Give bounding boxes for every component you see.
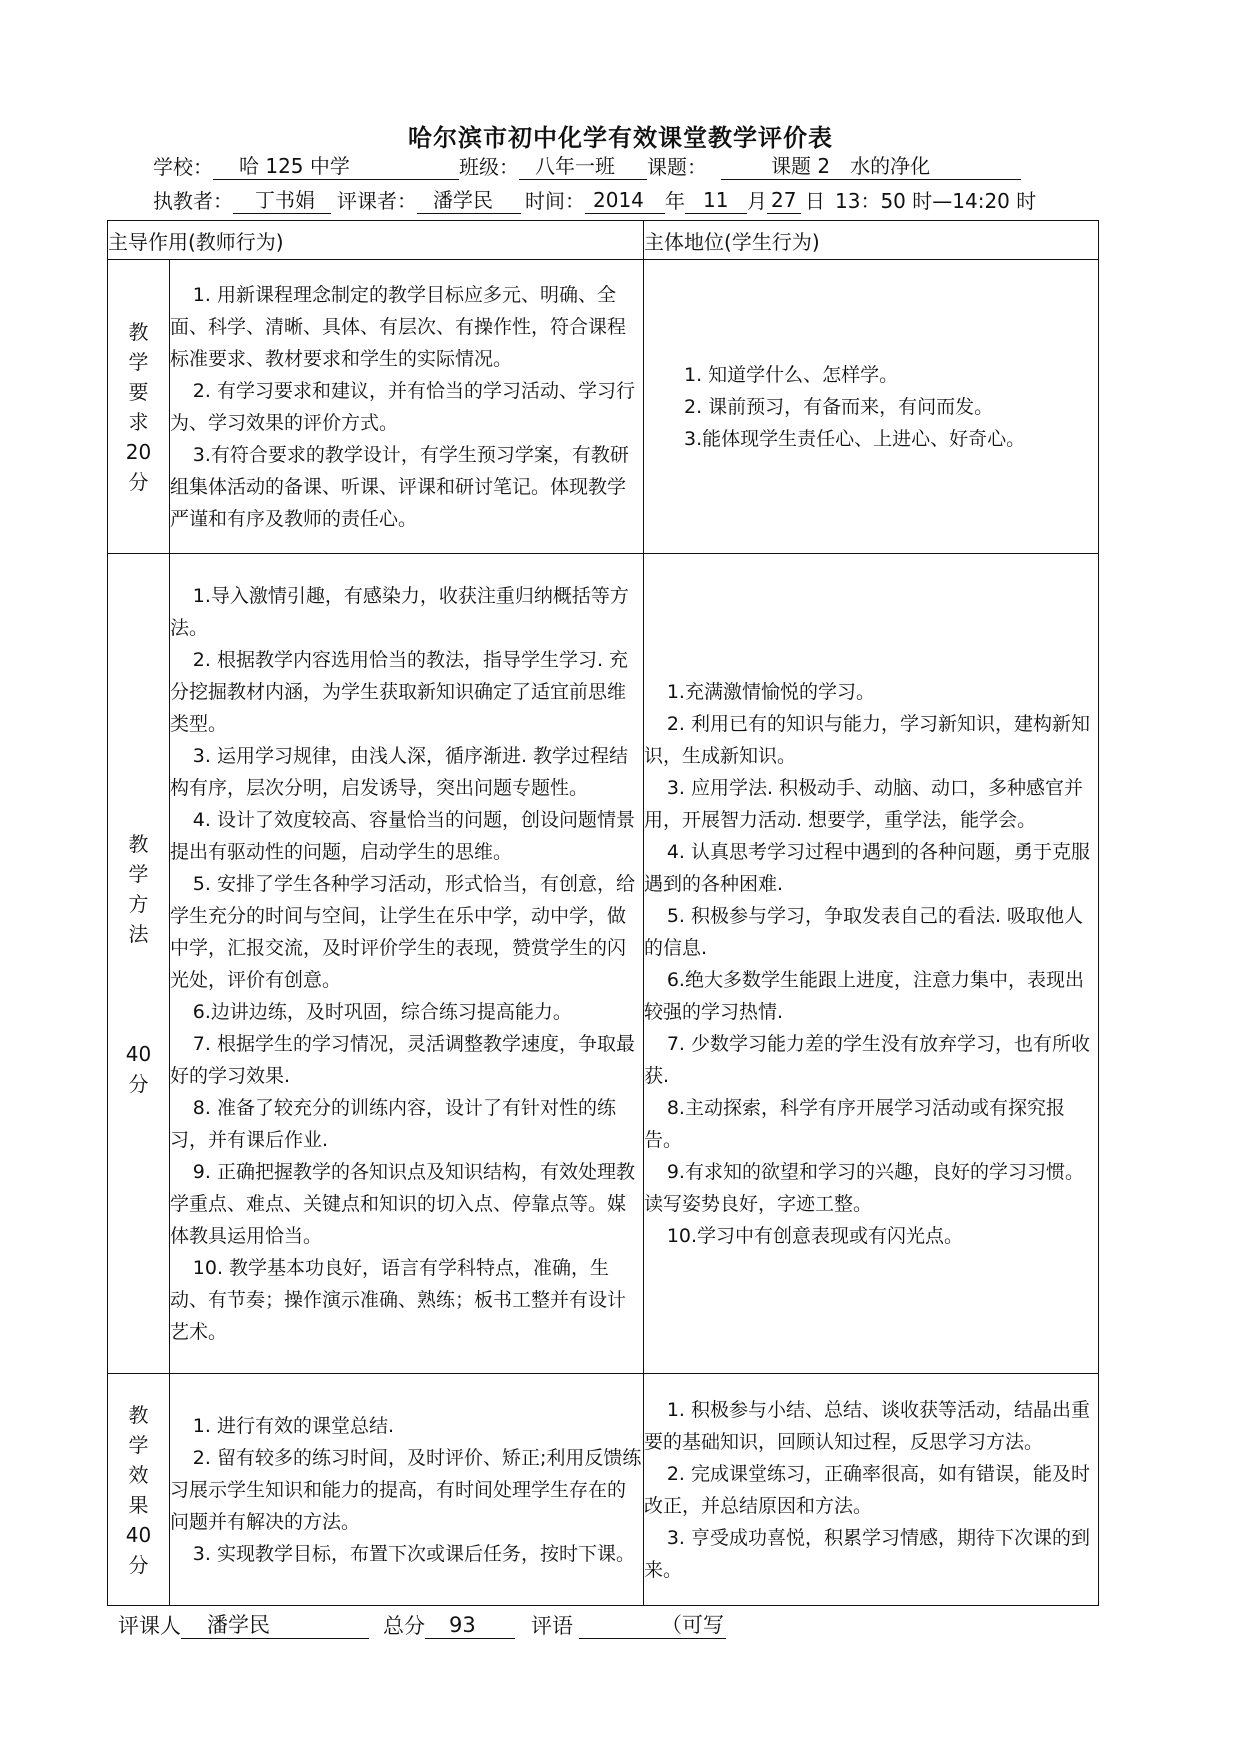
criteria-item: 1. 进行有效的课堂总结.	[192, 1414, 395, 1437]
score-label: 总分	[383, 1614, 425, 1638]
criteria-item: 3. 实现教学目标，布置下次或课后任务，按时下课。	[192, 1542, 635, 1565]
teacher-label: 执教者：	[153, 189, 233, 213]
section-label: 教 学 效 果 40 分	[108, 1374, 170, 1606]
teacher-criteria-cell	[170, 260, 644, 554]
criteria-item: 4. 认真思考学习过程中遇到的各种问题，勇于克服遇到的各种困难.	[644, 840, 1090, 895]
teacher-criteria-cell	[170, 554, 644, 1374]
evaluator-label: 评课者：	[337, 189, 417, 213]
criteria-item: 7. 根据学生的学习情况，灵活调整教学速度，争取最好的学习效果.	[170, 1032, 635, 1087]
school-field[interactable]: 哈 125 中学	[213, 153, 459, 180]
criteria-item: 2. 留有较多的练习时间，及时评价、矫正;利用反馈练习展示学生知识和能力的提高，有时间处理学生存在的问题并有解决的方法。	[170, 1446, 642, 1533]
page-title: 哈尔滨市初中化学有效课堂教学评价表	[408, 124, 833, 152]
section-row-requirements	[108, 260, 1099, 554]
criteria-item: 10. 教学基本功良好，语言有学科特点，准确，生动、有节奏；操作演示准确、熟练；板书工整并有设计艺术。	[170, 1256, 627, 1343]
info-row-1	[153, 153, 1021, 180]
year-field[interactable]: 2014	[585, 187, 665, 214]
criteria-item: 4. 设计了效度较高、容量恰当的问题，创设问题情景提出有驱动性的问题，启动学生的思维。	[170, 808, 635, 863]
time-range: 13：50 时—14:20 时	[835, 189, 1037, 213]
criteria-item: 7. 少数学习能力差的学生没有放弃学习，也有所收获.	[644, 1032, 1090, 1087]
criteria-item: 6.边讲边练，及时巩固，综合练习提高能力。	[192, 1000, 572, 1023]
teacher-criteria-cell	[170, 1374, 644, 1606]
teacher-field[interactable]: 丁书娟	[233, 187, 331, 214]
section-label: 教 学 要 求 20 分	[108, 260, 170, 554]
class-field[interactable]: 八年一班	[519, 153, 647, 180]
criteria-item: 2. 有学习要求和建议，并有恰当的学习活动、学习行为、学习效果的评价方式。	[170, 379, 635, 434]
criteria-item: 2. 课前预习，有备而来，有问而发。	[684, 395, 994, 418]
time-label: 时间：	[525, 189, 585, 213]
topic-field[interactable]: 课题 2 水的净化	[721, 153, 1021, 180]
topic-label: 课题：	[647, 155, 707, 179]
teacher-column-header: 主导作用(教师行为)	[108, 221, 644, 260]
criteria-item: 1. 知道学什么、怎样学。	[684, 363, 899, 386]
footer-evaluator-label: 评课人	[118, 1614, 181, 1638]
criteria-item: 9.有求知的欲望和学习的兴趣，良好的学习习惯。读写姿势良好，字迹工整。	[644, 1160, 1084, 1215]
info-row-2	[153, 187, 1036, 214]
month-field[interactable]: 11	[685, 187, 747, 214]
comment-field[interactable]: （可写	[661, 1613, 724, 1637]
criteria-item: 5. 积极参与学习，争取发表自己的看法. 吸取他人的信息.	[644, 904, 1084, 959]
criteria-item: 8. 准备了较充分的训练内容，设计了有针对性的练习，并有课后作业.	[170, 1096, 616, 1151]
evaluation-table	[107, 220, 1099, 1606]
section-label: 教 学 方 法 40 分	[108, 554, 170, 1374]
criteria-item: 1. 用新课程理念制定的教学目标应多元、明确、全面、科学、清晰、具体、有层次、有操作性，符合课程标准要求、教材要求和学生的实际情况。	[170, 283, 627, 370]
student-criteria-cell	[644, 554, 1099, 1374]
table-header-row	[108, 221, 1099, 260]
criteria-item: 2. 根据教学内容选用恰当的教法，指导学生学习. 充分挖掘教材内涵，为学生获取新知识确定了适宜前思维类型。	[170, 648, 629, 735]
footer-row	[118, 1612, 726, 1639]
criteria-item: 8.主动探索，科学有序开展学习活动或有探究报告。	[644, 1096, 1065, 1151]
criteria-item: 3. 应用学法. 积极动手、动脑、动口，多种感官并用，开展智力活动. 想要学，重学法，能学会。	[644, 776, 1084, 831]
section-row-effects	[108, 1374, 1099, 1606]
class-label: 班级：	[459, 155, 519, 179]
criteria-item: 1. 积极参与小结、总结、谈收获等活动，结晶出重要的基础知识，回顾认知过程，反思学习方法。	[644, 1398, 1090, 1453]
school-label: 学校：	[153, 155, 213, 179]
criteria-item: 3.有符合要求的教学设计，有学生预习学案，有教研组集体活动的备课、听课、评课和研讨笔记。体现教学严谨和有序及教师的责任心。	[170, 443, 629, 530]
criteria-item: 1.导入激情引趣，有感染力，收获注重归纳概括等方法。	[170, 584, 629, 639]
criteria-item: 3.能体现学生责任心、上进心、好奇心。	[684, 427, 1026, 450]
section-row-methods	[108, 554, 1099, 1374]
criteria-item: 3. 运用学习规律，由浅人深，循序渐进. 教学过程结构有序，层次分明，启发诱导，突出问题专题性。	[170, 744, 629, 799]
criteria-item: 5. 安排了学生各种学习活动，形式恰当，有创意，给学生充分的时间与空间，让学生在乐中学，动中学，做中学，汇报交流，及时评价学生的表现，赞赏学生的闪光处，评价有创意。	[170, 872, 635, 991]
evaluator-field[interactable]: 潘学民	[417, 187, 521, 214]
day-unit: 日	[805, 189, 825, 213]
criteria-item: 6.绝大多数学生能跟上进度，注意力集中，表现出较强的学习热情.	[644, 968, 1084, 1023]
day-field[interactable]: 27	[767, 187, 801, 214]
criteria-item: 2. 完成课堂练习，正确率很高，如有错误，能及时改正，并总结原因和方法。	[644, 1462, 1090, 1517]
comment-blank[interactable]	[579, 1612, 661, 1639]
criteria-item: 3. 亨受成功喜悦，积累学习情感，期待下次课的到来。	[644, 1526, 1090, 1581]
year-unit: 年	[665, 189, 685, 213]
student-criteria-cell	[644, 260, 1099, 554]
criteria-item: 9. 正确把握教学的各知识点及知识结构，有效处理教学重点、难点、关键点和知识的切入点、停靠点等。媒体教具运用恰当。	[170, 1160, 635, 1247]
footer-evaluator-field[interactable]: 潘学民	[181, 1612, 369, 1639]
score-field[interactable]: 93	[425, 1612, 515, 1639]
student-criteria-cell	[644, 1374, 1099, 1606]
criteria-item: 2. 利用已有的知识与能力，学习新知识，建构新知识，生成新知识。	[644, 712, 1090, 767]
criteria-item: 1.充满激情愉悦的学习。	[666, 680, 875, 703]
criteria-item: 10.学习中有创意表现或有闪光点。	[666, 1224, 964, 1247]
student-column-header: 主体地位(学生行为)	[644, 221, 1099, 260]
comment-label: 评语	[531, 1614, 573, 1638]
month-unit: 月	[747, 189, 767, 213]
